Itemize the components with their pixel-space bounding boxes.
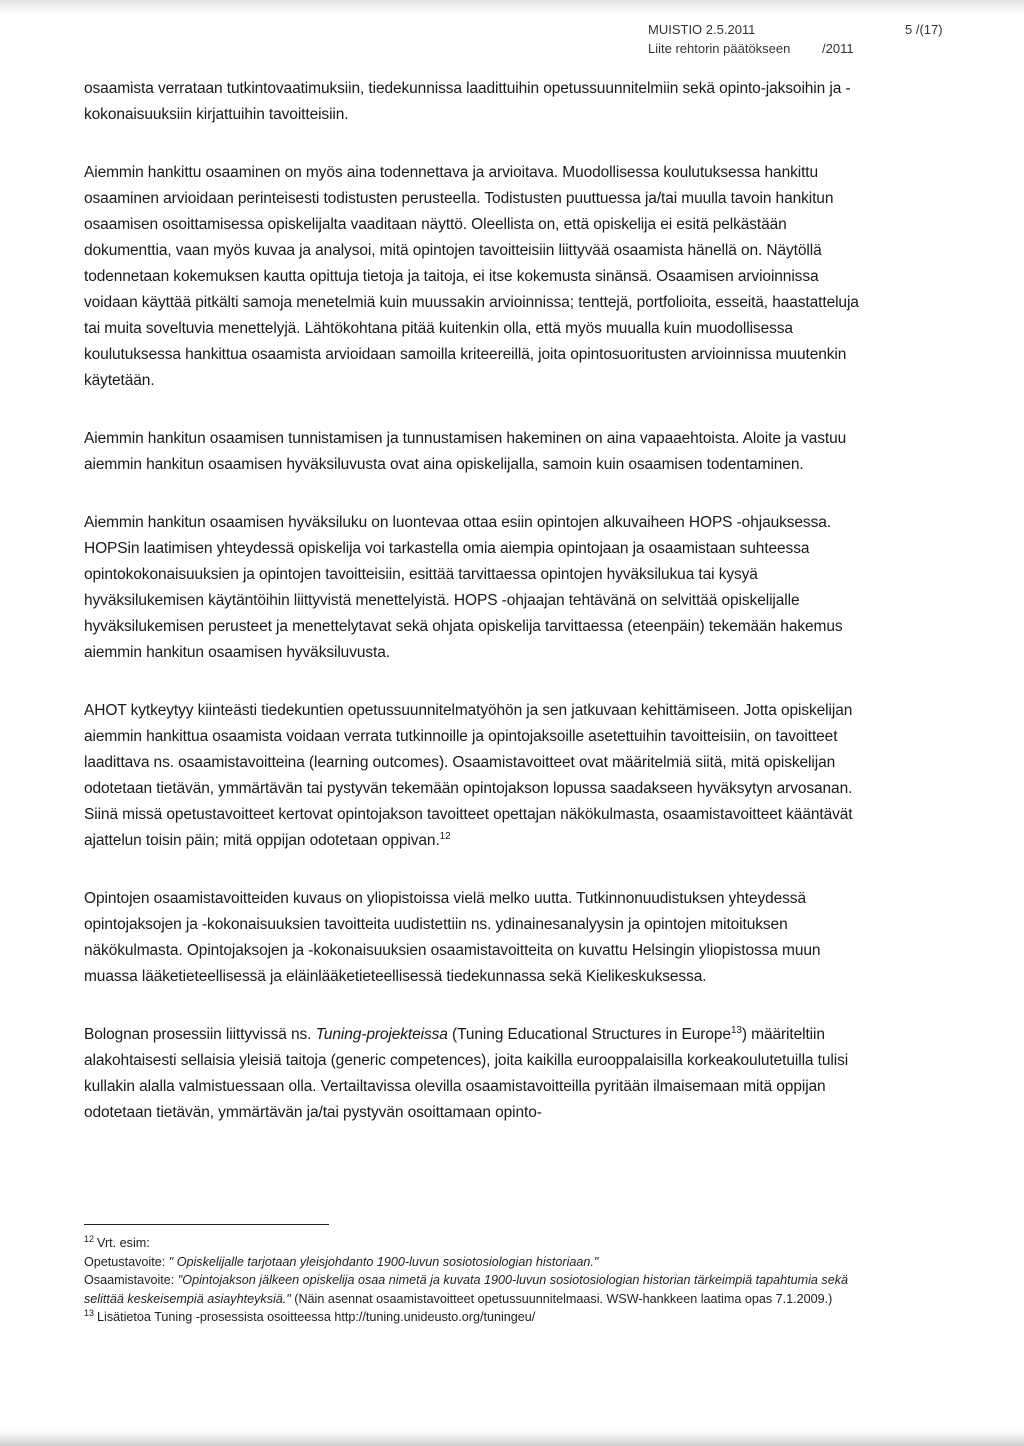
footnote-text: (Näin asennat osaamistavoitteet opetussuunnitelmaasi. WSW-hankkeen laatima opas 7.1.2009.) [290, 1291, 833, 1306]
scan-edge-top [0, 0, 1024, 14]
paragraph: osaamista verrataan tutkintovaatimuksiin, tiedekunnissa laadittuihin opetussuunnitelmiin sekä opinto-jaksoihin ja -kokonaisuuksiin kirjattuihin tavoitteisiin. [84, 80, 851, 123]
header-attachment-label: Liite rehtorin päätökseen [648, 41, 791, 56]
project-name: Tuning-projekteissa [315, 1026, 448, 1043]
footnote-reference: 12 [439, 830, 451, 842]
footnote-line [84, 1271, 874, 1308]
header-decision-number: /2011 [822, 41, 854, 56]
footnote-text: Lisätietoa Tuning -prosessista osoitteessa http://tuning.unideusto.org/tuningeu/ [97, 1310, 536, 1324]
page-header [0, 20, 1024, 60]
paragraph-text: ) määriteltiin alakohtaisesti sellaisia yleisiä taitoja (generic competences), joita kaikilla eurooppalaisilla korkeakoulutetuilla tulisi kullakin alalla valmistuessaan olla. Vertailtavissa olevilla osaamistavoitteilla pyritään ilmaisemaan mitä oppijan odotetaan tietävän, ymmärtävän ja/tai pystyvän osoittamaan opinto- [84, 1026, 849, 1121]
paragraph-text: Bolognan prosessiin liittyvissä ns. [84, 1026, 316, 1043]
document-body [84, 76, 874, 1158]
paragraph-text: (Tuning Educational Structures in Europe [447, 1026, 731, 1043]
footnote-reference: 13 [730, 1024, 742, 1036]
footnote-label: Osaamistavoite: [84, 1273, 178, 1287]
footnote-label: Opetustavoite: [84, 1254, 169, 1269]
footnote-quote: " Opiskelijalle tarjotaan yleisjohdanto 1900-luvun sosiotosiologian historiaan." [168, 1254, 599, 1269]
footnote-quote: "Opintojakson jälkeen opiskelija osaa nimetä ja kuvata 1900-luvun sosiotosiologian historian tärkeimpiä tapahtumia sekä selittää keskeisempiä asiayhteyksiä." [84, 1273, 849, 1306]
footnote-divider [84, 1224, 329, 1225]
paragraph: Aiemmin hankitun osaamisen hyväksiluku on luontevaa ottaa esiin opintojen alkuvaiheen HOPS -ohjauksessa. HOPSin laatimisen yhteydessä opiskelija voi tarkastella omia aiempia opintojaan ja osaamistaan suhteessa opintokokonaisuuksien ja opintojen tavoitteisiin, esittää tarvittaessa opintojen hyväksilukua tai kysyä hyväksilukemisen käytäntöihin liittyvistä menettelyistä. HOPS -ohjaajan tehtävänä on selvittää opiskelijalle hyväksilukemisen perusteet ja menettelytavat sekä ohjata opiskelija tarvittaessa (eteenpäin) tekemään hakemus aiemmin hankitun osaamisen hyväksiluvusta. [84, 514, 843, 661]
footnote-number: 12 [84, 1233, 95, 1244]
paragraph-text: AHOT kytkeytyy kiinteästi tiedekuntien opetussuunnitelmatyöhön ja sen jatkuvaan kehittämiseen. Jotta opiskelijan aiemmin hankittua osaamista voidaan verrata tutkinnoille ja opintojaksoille asetettuihin tavoitteisiin, on tavoitteet laadittava ns. osaamistavoitteina (learning outcomes). Osaamistavoitteet ovat määritelmiä siitä, mitä opiskelijan odotetaan tietävän, ymmärtävän tai pystyvän tekemään opintojakson lopussa saadakseen hyväksytyn arvosanan. Siinä missä opetustavoitteet kertovat opintojakson tavoitteet opettajan näkökulmasta, osaamistavoitteet kääntävät ajattelun toisin päin; mitä oppijan odotetaan oppivan. [84, 702, 853, 849]
paragraph: Aiemmin hankittu osaaminen on myös aina todennettava ja arvioitava. Muodollisessa koulutuksessa hankittu osaaminen arvioidaan perinteisesti todistusten perusteella. Todistusten puuttuessa ja/tai muulla tavoin hankitun osaamisen osoittamisessa opiskelijalta vaaditaan näyttö. Oleellista on, että opiskelija ei esitä pelkästään dokumenttia, vaan myös kuvaa ja analysoi, mitä opintojen tavoitteisiin liittyvää osaamista hänellä on. Näytöllä todennetaan kokemuksen kautta opittuja tietoja ja taitoja, ei itse kokemusta sinänsä. Osaamisen arvioinnissa voidaan käyttää pitkälti samoja menetelmiä kuin muussakin arvioinnissa; tenttejä, portfolioita, esseitä, haastatteluja tai muita soveltuvia menettelyjä. Lähtökohtana pitää kuitenkin olla, että myös muualla kuin muodollisessa koulutuksessa hankittua osaamista arvioidaan samoilla kriteereillä, joita opintosuoritusten arvioinnissa muutenkin käytetään. [84, 164, 859, 389]
paragraph [84, 698, 874, 854]
paragraph: Opintojen osaamistavoitteiden kuvaus on yliopistoissa vielä melko uutta. Tutkinnonuudistuksen yhteydessä opintojaksojen ja -kokonaisuuksien tavoitteita uudistettiin ns. ydinainesanalyysin ja opintojen mitoituksen näkökulmasta. Opintojaksojen ja -kokonaisuuksien osaamistavoitteita on kuvattu Helsingin yliopistossa muun muassa lääketieteellisessä ja eläinlääketieteellisessä tiedekunnassa sekä Kielikeskuksessa. [84, 890, 821, 985]
header-date: MUISTIO 2.5.2011 [648, 22, 756, 37]
footnotes [84, 1234, 874, 1327]
footnote-number: 13 [84, 1307, 95, 1318]
paragraph [84, 1022, 874, 1126]
scan-edge-bottom [0, 1430, 1024, 1446]
paragraph: Aiemmin hankitun osaamisen tunnistamisen ja tunnustamisen hakeminen on aina vapaaehtoista. Aloite ja vastuu aiemmin hankitun osaamisen hyväksiluvusta ovat aina opiskelijalla, samoin kuin osaamisen todentaminen. [84, 430, 847, 473]
footnote-line [84, 1253, 874, 1272]
footnote-text: Vrt. esim: [97, 1236, 150, 1250]
header-page-number: 5 /(17) [905, 22, 943, 37]
footnote-13 [84, 1308, 874, 1327]
footnote-12 [84, 1234, 874, 1253]
